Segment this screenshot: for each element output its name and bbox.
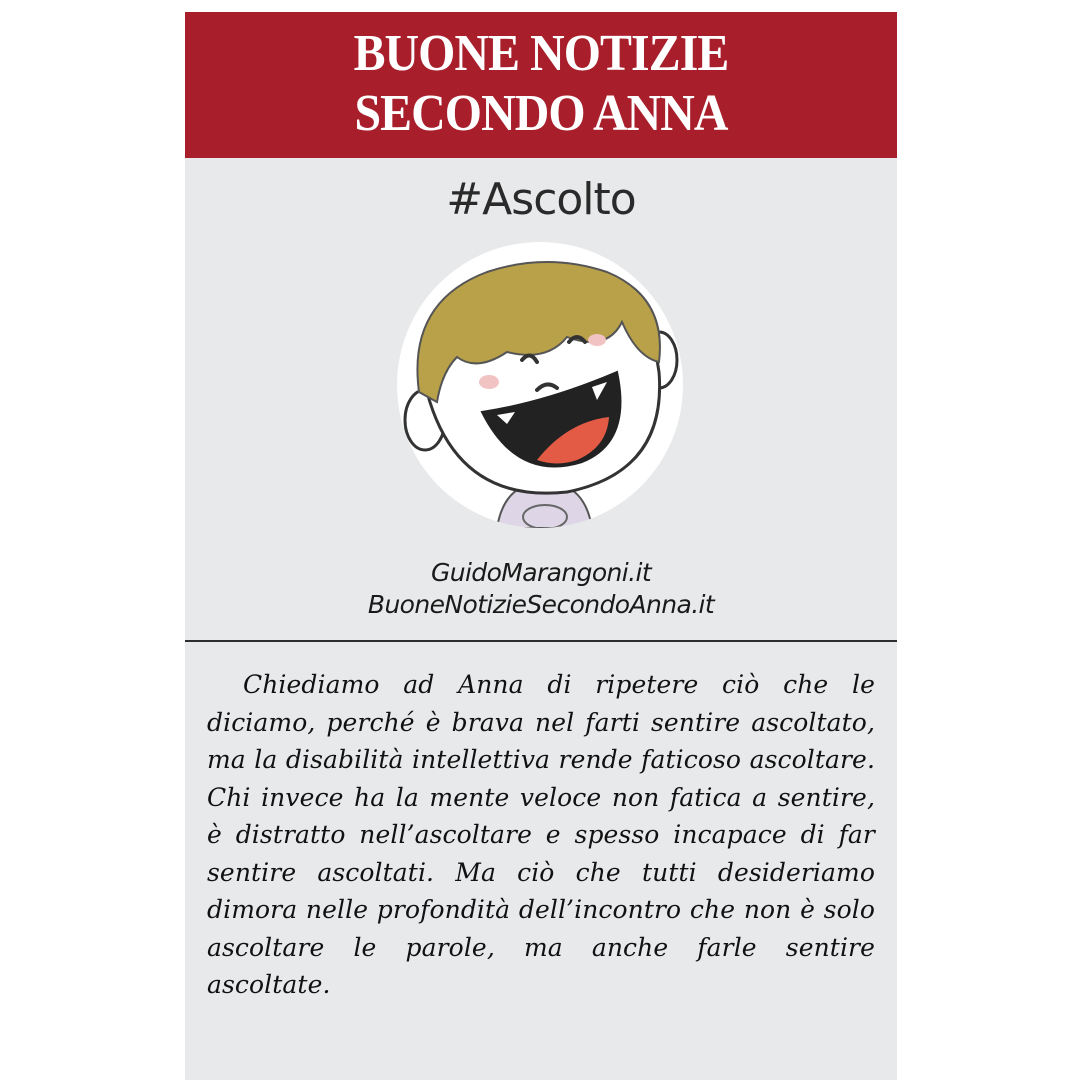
link-guidomarangoni[interactable]: GuidoMarangoni.it: [430, 558, 652, 587]
anna-avatar-icon: [397, 242, 683, 528]
header-title-line1: BUONE NOTIZIE: [353, 25, 729, 82]
news-column: [185, 12, 897, 1080]
website-links: [185, 557, 897, 621]
link-buonenotizie[interactable]: BuoneNotizieSecondoAnna.it: [367, 590, 715, 619]
header-title-line2: SECONDO ANNA: [354, 85, 728, 142]
hashtag-title: #Ascolto: [446, 174, 636, 225]
article-body: Chiediamo ad Anna di ripetere ciò che le diciamo, perché è brava nel farti sentire ascoltato, ma la disabilità intellettiva rende faticoso ascoltare. Chi invece ha la mente veloce non fatica a sentire, è distratto nell’ascoltare e spesso incapace di far sentire ascoltati. Ma ciò che tutti desideriamo dimora nelle profondità dell’incontro che non è solo ascoltare le parole, ma anche farle sentire ascoltate.: [207, 670, 875, 999]
section-divider: [185, 640, 897, 642]
column-header: [185, 12, 897, 158]
